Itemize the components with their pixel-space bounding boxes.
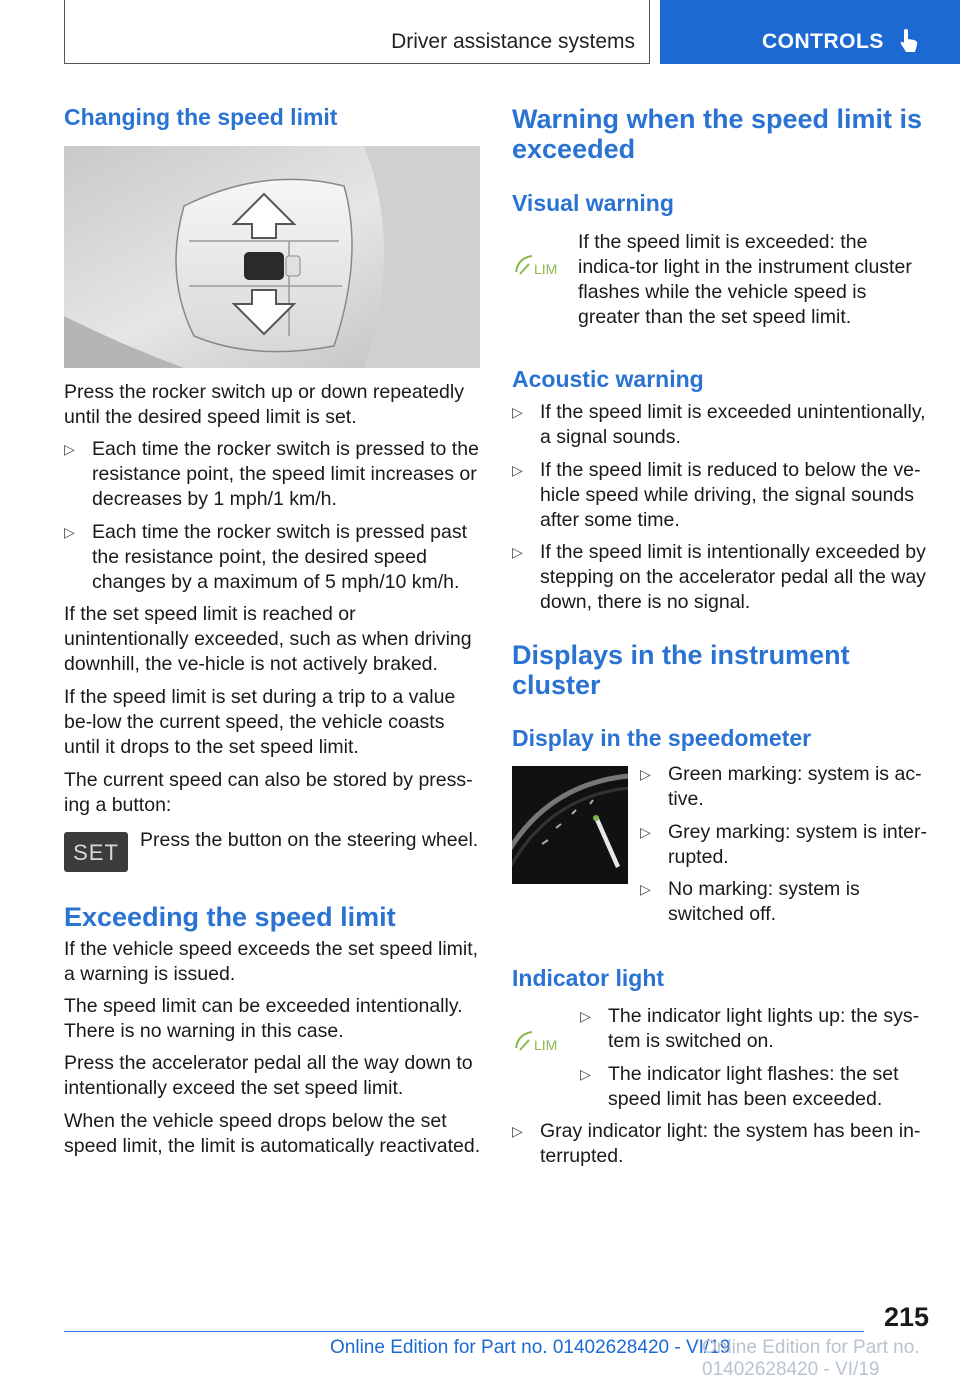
heading-indicator-light: Indicator light — [512, 965, 665, 991]
paragraph: Press the rocker switch up or down repeatedly until the desired speed limit is set. — [64, 381, 464, 428]
svg-text:LIM: LIM — [534, 261, 558, 277]
list-item: ▷ Green marking: system is ac-tive. — [640, 763, 922, 810]
triangle-bullet-icon: ▷ — [640, 824, 651, 840]
heading-display-speedometer: Display in the speedometer — [512, 725, 812, 751]
section-tab — [64, 0, 650, 64]
list-item: ▷ Each time the rocker switch is pressed past the resistance point, the desired speed changes by a maximum of 5 mph/10 km/h. — [64, 521, 467, 593]
set-label: SET — [73, 840, 119, 865]
list-item: ▷ The indicator light flashes: the set speed limit has been exceeded. — [580, 1063, 899, 1110]
page-number: 215 — [884, 1302, 930, 1332]
chapter-title: CONTROLS — [762, 30, 884, 53]
watermark-text: Online Edition for Part no. 01402628420 - VI/19 — [702, 1337, 920, 1380]
triangle-bullet-icon: ▷ — [64, 524, 75, 540]
heading-visual-warning: Visual warning — [512, 190, 674, 216]
list-item: ▷ If the speed limit is reduced to below the ve-hicle speed while driving, the signal sounds after some time. — [512, 459, 921, 531]
triangle-bullet-icon: ▷ — [512, 544, 523, 560]
list-item: ▷ Gray indicator light: the system has been in-terrupted. — [512, 1120, 921, 1167]
footer-edition: Online Edition for Part no. 01402628420 - VI/19 — [330, 1337, 731, 1358]
triangle-bullet-icon: ▷ — [64, 441, 75, 457]
heading-acoustic-warning: Acoustic warning — [512, 366, 704, 392]
triangle-bullet-icon: ▷ — [640, 766, 651, 782]
speedometer-image — [512, 766, 628, 884]
triangle-bullet-icon: ▷ — [512, 404, 523, 420]
triangle-bullet-icon: ▷ — [640, 881, 651, 897]
section-title: Driver assistance systems — [391, 30, 635, 53]
paragraph: The current speed can also be stored by press-ing a button: — [64, 769, 473, 816]
heading-warning-exceeded: Warning when the speed limit is exceeded — [512, 104, 923, 164]
list-item: ▷ The indicator light lights up: the sys-tem is switched on. — [580, 1005, 920, 1052]
list-item: ▷ If the speed limit is intentionally exceeded by stepping on the accelerator pedal all the way down, there is no signal. — [512, 541, 926, 613]
lim-indicator-icon — [512, 1026, 566, 1056]
svg-text:LIM: LIM — [534, 1037, 558, 1053]
triangle-bullet-icon: ▷ — [580, 1008, 591, 1024]
paragraph-visual-1: If the speed limit is exceeded: the indica-tor light in the instrument cluster flashes while the vehicle speed is greater than the set speed limit. — [578, 231, 912, 328]
triangle-bullet-icon: ▷ — [580, 1066, 591, 1082]
page-header — [0, 0, 960, 66]
heading-changing-speed-limit: Changing the speed limit — [64, 104, 338, 130]
paragraph: When the vehicle speed drops below the set speed limit, the limit is automatically reactivated. — [64, 1110, 481, 1157]
list-item: ▷ Each time the rocker switch is pressed to the resistance point, the speed limit increases or decreases by 1 mph/1 km/h. — [64, 438, 479, 510]
set-button-icon — [64, 832, 128, 872]
heading-exceeding-speed-limit: Exceeding the speed limit — [64, 902, 396, 932]
hand-pointer-icon — [898, 28, 920, 54]
chapter-tab — [660, 0, 960, 64]
footer-divider — [64, 1331, 864, 1332]
paragraph: The speed limit can be exceeded intentionally. There is no warning in this case. — [64, 995, 463, 1042]
triangle-bullet-icon: ▷ — [512, 1123, 523, 1139]
triangle-bullet-icon: ▷ — [512, 462, 523, 478]
paragraph: Press the accelerator pedal all the way down to intentionally exceed the set speed limit. — [64, 1052, 473, 1099]
heading-displays-instrument-cluster: Displays in the instrument cluster — [512, 640, 850, 700]
list-item: ▷ No marking: system is switched off. — [640, 878, 860, 925]
list-item: ▷ Grey marking: system is inter-rupted. — [640, 821, 927, 868]
paragraph: If the set speed limit is reached or unintentionally exceeded, such as when driving downhill, the ve-hicle is not actively braked. — [64, 603, 472, 675]
paragraph: If the speed limit is set during a trip to a value be-low the current speed, the vehicle coasts until it drops to the set speed limit. — [64, 686, 456, 758]
paragraph: Press the button on the steering wheel. — [140, 829, 479, 851]
list-item: ▷ If the speed limit is exceeded unintentionally, a signal sounds. — [512, 401, 926, 448]
paragraph: If the vehicle speed exceeds the set speed limit, a warning is issued. — [64, 938, 479, 985]
steering-wheel-rocker-switch-image — [64, 146, 480, 368]
lim-indicator-icon — [512, 250, 566, 280]
